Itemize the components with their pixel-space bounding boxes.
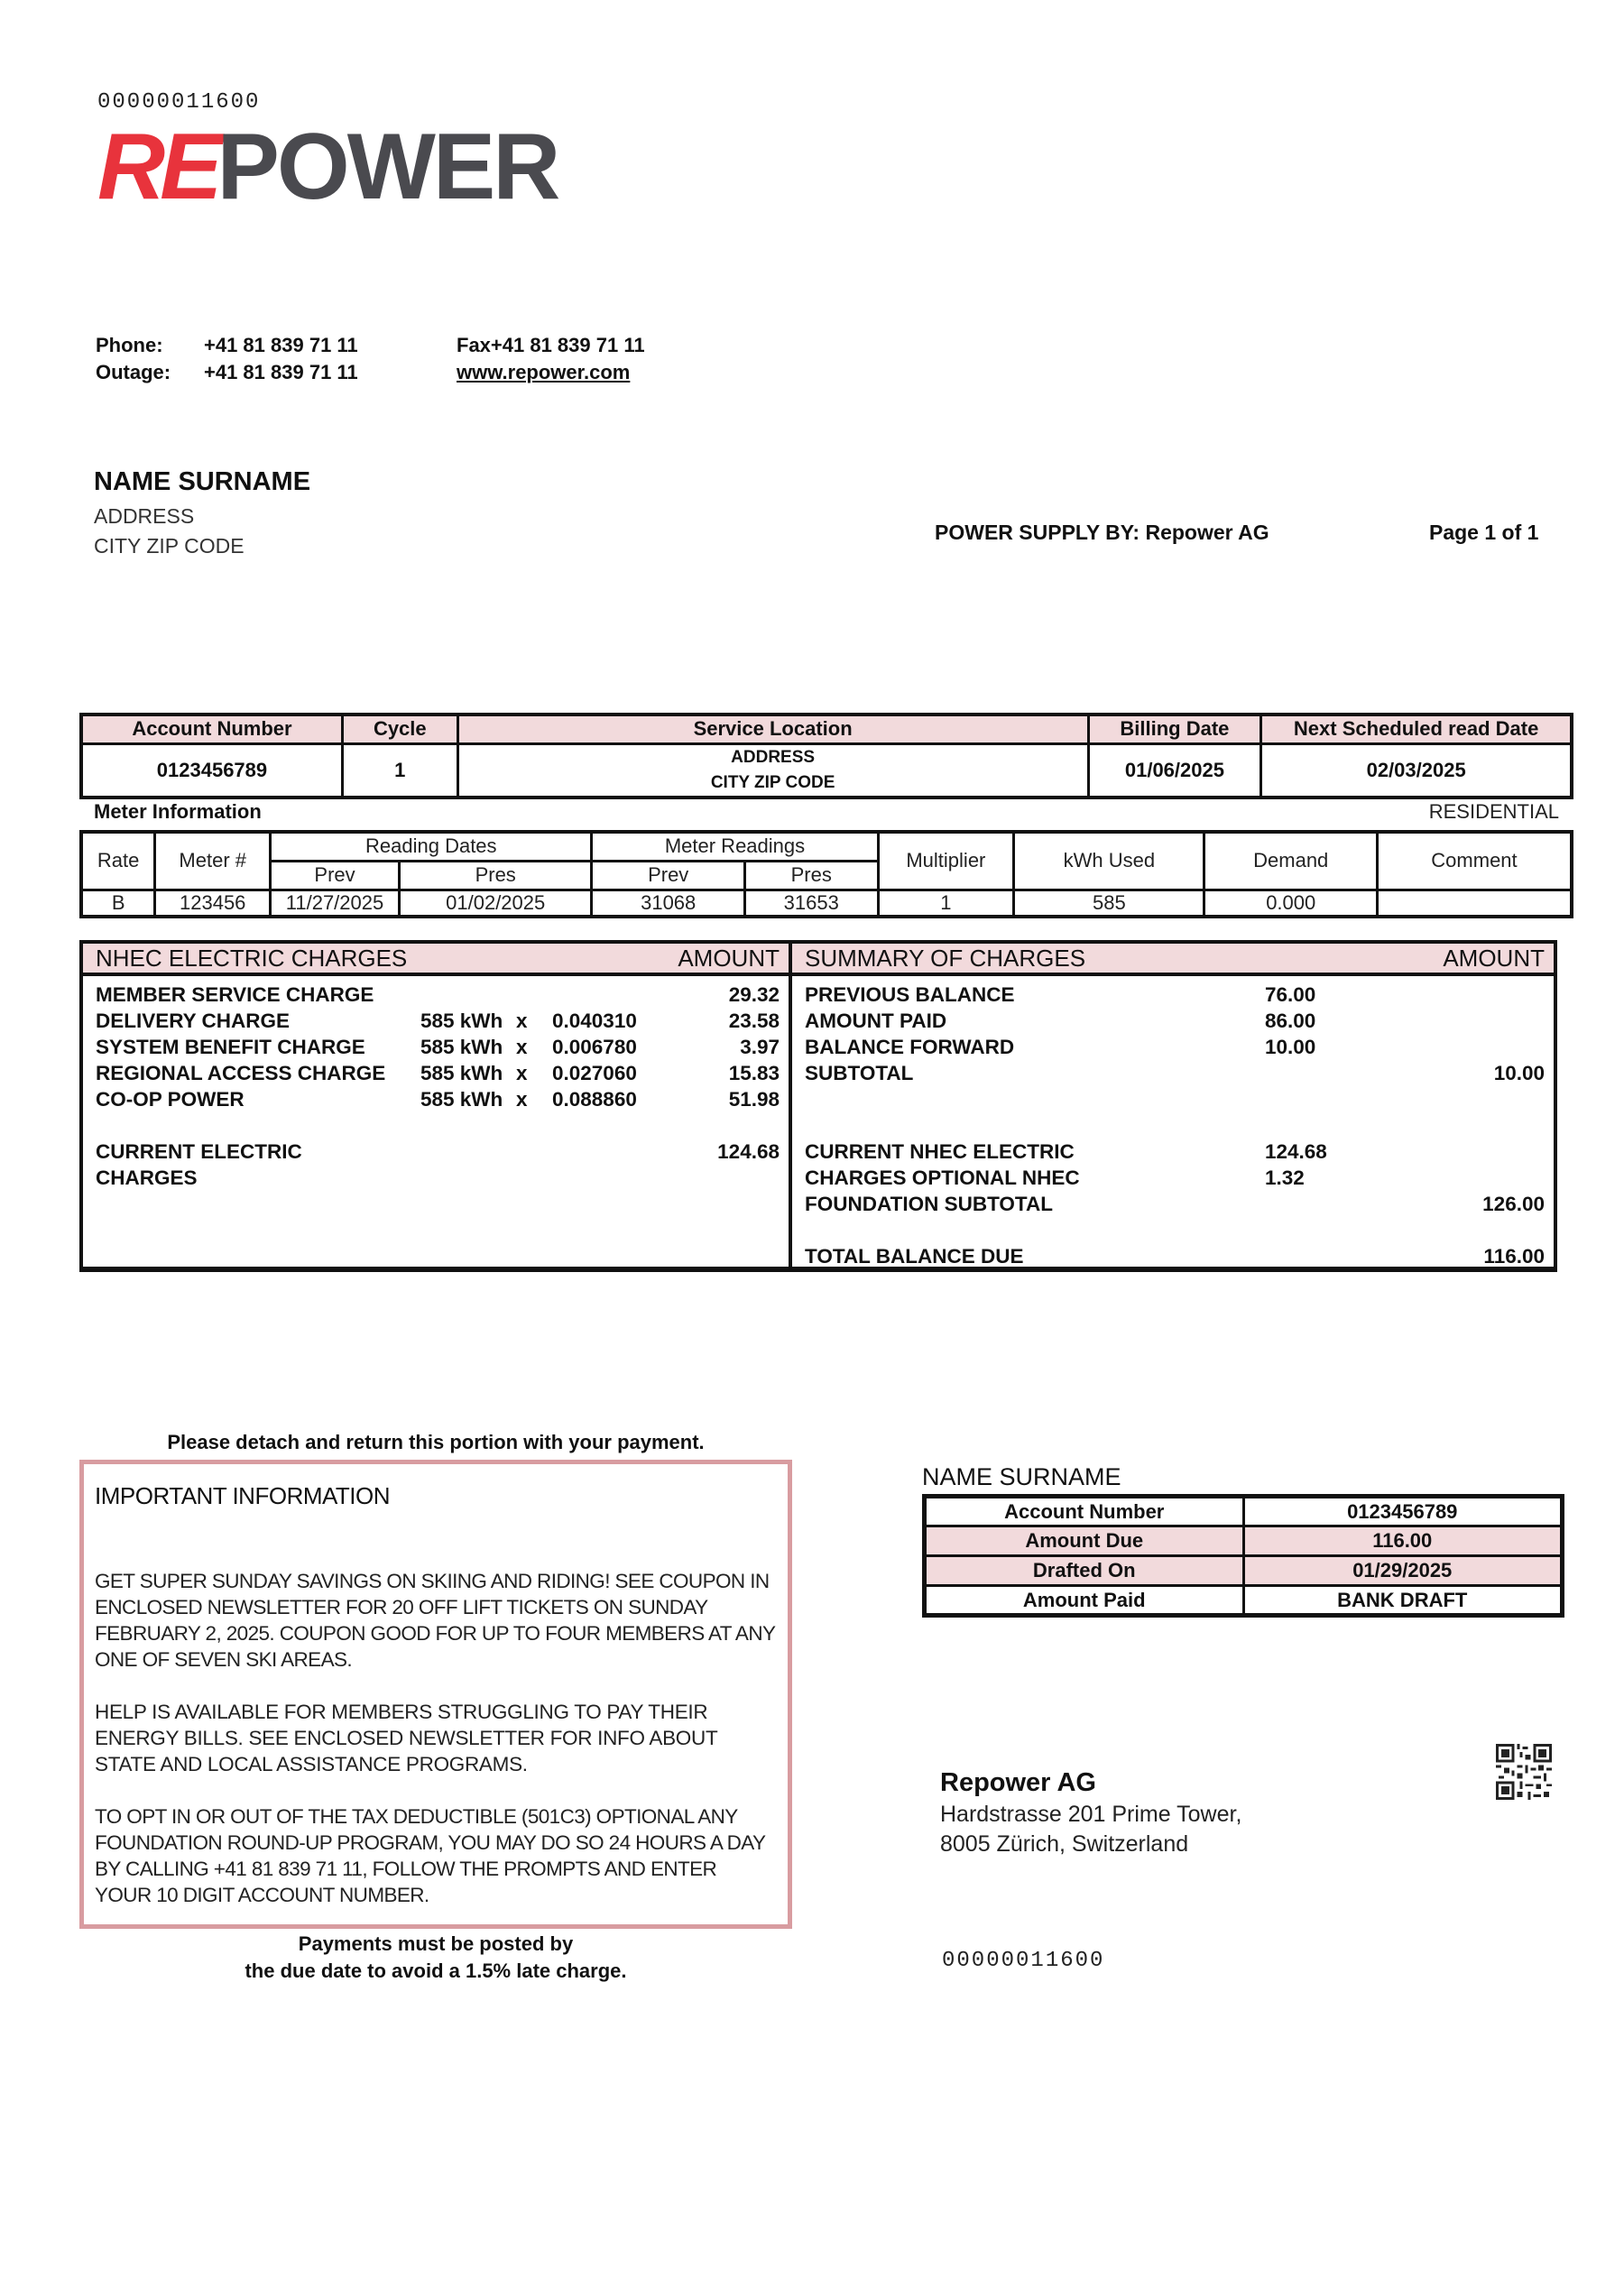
summary-mid: 1.32 xyxy=(1265,1166,1305,1189)
charge-rate: 0.088860 xyxy=(552,1088,637,1111)
electric-charges-title: NHEC ELECTRIC CHARGES xyxy=(96,944,408,972)
info-paragraph-assistance: HELP IS AVAILABLE FOR MEMBERS STRUGGLING TO PAY THEIR ENERGY BILLS. SEE ENCLOSED NEWSLETTER FOR INFO ABOUT STATE AND LOCAL ASSISTANCE PROGRAMS. xyxy=(95,1701,717,1775)
charge-amount: 23.58 xyxy=(728,1010,780,1032)
meter-header-date-pres: Pres xyxy=(399,861,592,890)
billing-date-value: 01/06/2025 xyxy=(1088,743,1261,798)
summary-amount: 10.00 xyxy=(1493,1062,1545,1084)
summary-amount xyxy=(1445,1166,1545,1193)
summary-header xyxy=(792,944,1554,976)
summary-row xyxy=(805,1140,1545,1166)
charge-row xyxy=(96,1062,780,1088)
meter-header-meter-no: Meter # xyxy=(155,832,271,890)
summary-label: BALANCE FORWARD xyxy=(805,1036,1015,1058)
charge-row xyxy=(96,1010,780,1036)
page-indicator: Page 1 of 1 xyxy=(1429,521,1539,544)
electric-charges-panel xyxy=(83,944,792,1267)
summary-amount xyxy=(1445,983,1545,1010)
remit-label: Amount Paid xyxy=(925,1586,1244,1616)
remit-customer-name: NAME SURNAME xyxy=(922,1463,1121,1490)
total-balance-amount: 116.00 xyxy=(1483,1245,1545,1268)
account-number-value: 0123456789 xyxy=(81,743,342,798)
late-charge-line-2: the due date to avoid a 1.5% late charge. xyxy=(245,1959,627,1982)
summary-amount: 126.00 xyxy=(1482,1193,1545,1215)
service-address: ADDRESS xyxy=(731,747,816,767)
header-next-read-date: Next Scheduled read Date xyxy=(1261,715,1572,743)
summary-amount xyxy=(1445,1140,1545,1166)
header-billing-date: Billing Date xyxy=(1088,715,1261,743)
charge-x xyxy=(516,983,552,1010)
meter-header-date-prev: Prev xyxy=(271,861,400,890)
meter-type: RESIDENTIAL xyxy=(1428,800,1559,823)
cycle-value: 1 xyxy=(342,743,457,798)
remit-label: Account Number xyxy=(925,1497,1244,1526)
next-read-date-value: 02/03/2025 xyxy=(1261,743,1572,798)
phone-label: Phone: xyxy=(96,334,163,356)
summary-label: SUBTOTAL xyxy=(805,1062,914,1084)
remit-value: BANK DRAFT xyxy=(1243,1586,1563,1616)
total-balance-row xyxy=(805,1245,1545,1271)
charge-rate: 0.006780 xyxy=(552,1036,637,1058)
summary-row xyxy=(805,1193,1545,1219)
electric-amount-header: AMOUNT xyxy=(678,944,780,972)
charge-x: x xyxy=(516,1010,528,1032)
charge-rate xyxy=(552,983,660,1010)
meter-rate: B xyxy=(81,890,155,917)
charge-qty: 585 kWh xyxy=(420,1062,503,1084)
summary-mid: 124.68 xyxy=(1265,1140,1327,1163)
meter-table xyxy=(79,830,1573,918)
remit-value: 01/29/2025 xyxy=(1243,1556,1563,1586)
remit-label: Amount Due xyxy=(925,1526,1244,1556)
summary-mid: 86.00 xyxy=(1265,1010,1316,1032)
charge-qty: 585 kWh xyxy=(420,1088,503,1111)
charge-x: x xyxy=(516,1036,528,1058)
current-electric-row-2 xyxy=(96,1166,780,1193)
charge-label: SYSTEM BENEFIT CHARGE xyxy=(96,1036,365,1058)
remit-value: 116.00 xyxy=(1243,1526,1563,1556)
scan-code-bottom: 00000011600 xyxy=(942,1949,1105,1973)
charge-label: DELIVERY CHARGE xyxy=(96,1010,291,1032)
charge-x: x xyxy=(516,1088,528,1111)
summary-row xyxy=(805,1036,1545,1062)
summary-row xyxy=(805,1062,1545,1088)
charge-rate: 0.027060 xyxy=(552,1062,637,1084)
current-electric-amount: 124.68 xyxy=(717,1140,780,1163)
late-charge-note xyxy=(79,1931,792,1985)
service-location-value xyxy=(457,743,1088,798)
charge-amount: 3.97 xyxy=(740,1036,780,1058)
charge-row xyxy=(96,1088,780,1114)
current-electric-row xyxy=(96,1140,780,1166)
outage-label: Outage: xyxy=(96,361,171,383)
meter-header-meter-readings: Meter Readings xyxy=(592,832,878,861)
meter-header-reading-pres: Pres xyxy=(744,861,878,890)
summary-panel xyxy=(792,944,1554,1267)
website-link[interactable]: www.repower.com xyxy=(457,361,631,383)
charge-row xyxy=(96,983,780,1010)
charge-qty: 585 kWh xyxy=(420,1010,503,1032)
charge-amount: 51.98 xyxy=(728,1088,780,1111)
charge-qty xyxy=(420,983,516,1010)
charge-amount: 29.32 xyxy=(728,983,780,1006)
meter-kwh-used: 585 xyxy=(1014,890,1204,917)
charges-box xyxy=(79,940,1557,1272)
header-cycle: Cycle xyxy=(342,715,457,743)
summary-title: SUMMARY OF CHARGES xyxy=(805,944,1086,972)
logo-prefix: RE xyxy=(97,115,217,219)
summary-label: FOUNDATION SUBTOTAL xyxy=(805,1193,1053,1215)
repower-logo xyxy=(97,115,558,219)
summary-label: CHARGES OPTIONAL NHEC xyxy=(805,1166,1080,1189)
charge-row xyxy=(96,1036,780,1062)
summary-mid: 76.00 xyxy=(1265,983,1316,1006)
contact-block xyxy=(96,332,358,386)
outage-number: +41 81 839 71 11 xyxy=(204,361,358,383)
remit-row xyxy=(925,1526,1563,1556)
meter-comment xyxy=(1377,890,1572,917)
charge-label: REGIONAL ACCESS CHARGE xyxy=(96,1062,386,1084)
meter-demand: 0.000 xyxy=(1204,890,1377,917)
info-paragraph-ski: GET SUPER SUNDAY SAVINGS ON SKIING AND RIDING! SEE COUPON IN ENCLOSED NEWSLETTER FOR 20 OFF LIFT TICKETS ON SUNDAY FEBRUARY 2, 2025. COUPON GOOD FOR UP TO FOUR MEMBERS AT ANY ONE OF SEVEN SKI AREAS. xyxy=(95,1570,775,1671)
remittance-table xyxy=(922,1494,1564,1618)
charge-x: x xyxy=(516,1062,528,1084)
meter-number: 123456 xyxy=(155,890,271,917)
header-account-number: Account Number xyxy=(81,715,342,743)
info-paragraph-foundation: TO OPT IN OR OUT OF THE TAX DEDUCTIBLE (501C3) OPTIONAL ANY FOUNDATION ROUND-UP PROGRAM, YOU MAY DO SO 24 HOURS A DAY BY CALLING +41 81 839 71 11, FOLLOW THE PROMPTS AND ENTER YOUR 10 DIGIT ACCOUNT NUMBER. xyxy=(95,1805,766,1906)
summary-mid xyxy=(1265,1245,1445,1271)
summary-amount-header: AMOUNT xyxy=(1443,944,1545,972)
charge-amount: 15.83 xyxy=(728,1062,780,1084)
meter-header-rate: Rate xyxy=(81,832,155,890)
contact-block-right xyxy=(457,332,645,386)
service-city: CITY ZIP CODE xyxy=(710,772,835,792)
summary-label: AMOUNT PAID xyxy=(805,1010,947,1032)
fax-number: Fax+41 81 839 71 11 xyxy=(457,334,645,356)
customer-city: CITY ZIP CODE xyxy=(94,534,245,558)
scan-code-top: 00000011600 xyxy=(97,90,261,115)
meter-date-prev: 11/27/2025 xyxy=(271,890,400,917)
meter-header-reading-dates: Reading Dates xyxy=(271,832,592,861)
current-electric-label: CURRENT ELECTRIC xyxy=(96,1140,302,1163)
meter-header-reading-prev: Prev xyxy=(592,861,744,890)
important-info-title: IMPORTANT INFORMATION xyxy=(95,1482,391,1509)
summary-mid xyxy=(1265,1193,1445,1219)
customer-name: NAME SURNAME xyxy=(94,467,311,496)
electric-charges-header xyxy=(83,944,789,976)
payee-city: 8005 Zürich, Switzerland xyxy=(940,1831,1189,1857)
meter-multiplier: 1 xyxy=(878,890,1014,917)
logo-suffix: POWER xyxy=(217,115,558,219)
meter-header-multiplier: Multiplier xyxy=(878,832,1014,890)
meter-header-kwh-used: kWh Used xyxy=(1014,832,1204,890)
remit-row xyxy=(925,1556,1563,1586)
phone-number: +41 81 839 71 11 xyxy=(204,334,358,356)
remit-label: Drafted On xyxy=(925,1556,1244,1586)
power-supply-by: POWER SUPPLY BY: Repower AG xyxy=(935,521,1269,544)
meter-reading-pres: 31653 xyxy=(744,890,878,917)
payee-address-block xyxy=(940,1768,1241,1859)
account-table xyxy=(79,713,1573,799)
summary-row xyxy=(805,1166,1545,1193)
charge-qty: 585 kWh xyxy=(420,1036,503,1058)
remit-row xyxy=(925,1586,1563,1616)
summary-row xyxy=(805,983,1545,1010)
summary-amount xyxy=(1445,1036,1545,1062)
payee-street: Hardstrasse 201 Prime Tower, xyxy=(940,1802,1242,1827)
meter-row xyxy=(81,890,1572,917)
detach-note: Please detach and return this portion with your payment. xyxy=(167,1431,705,1453)
summary-label: PREVIOUS BALANCE xyxy=(805,983,1015,1006)
qr-code-icon xyxy=(1496,1744,1552,1800)
important-info-box xyxy=(79,1460,792,1929)
late-charge-line-1: Payments must be posted by xyxy=(298,1932,574,1955)
charge-rate: 0.040310 xyxy=(552,1010,637,1032)
remit-row xyxy=(925,1497,1563,1526)
summary-mid xyxy=(1265,1062,1445,1088)
meter-info-title: Meter Information xyxy=(94,800,262,823)
total-balance-label: TOTAL BALANCE DUE xyxy=(805,1245,1024,1268)
meter-header-comment: Comment xyxy=(1377,832,1572,890)
customer-address: ADDRESS xyxy=(94,504,195,528)
summary-label: CURRENT NHEC ELECTRIC xyxy=(805,1140,1075,1163)
current-electric-label-2: CHARGES xyxy=(96,1166,198,1189)
header-service-location: Service Location xyxy=(457,715,1088,743)
meter-date-pres: 01/02/2025 xyxy=(399,890,592,917)
charge-label: CO-OP POWER xyxy=(96,1088,245,1111)
charge-label: MEMBER SERVICE CHARGE xyxy=(96,983,374,1006)
summary-row xyxy=(805,1010,1545,1036)
meter-reading-prev: 31068 xyxy=(592,890,744,917)
customer-address-block xyxy=(94,467,310,558)
meter-header-demand: Demand xyxy=(1204,832,1377,890)
summary-amount xyxy=(1445,1010,1545,1036)
remit-value: 0123456789 xyxy=(1243,1497,1563,1526)
payee-name: Repower AG xyxy=(940,1768,1096,1797)
summary-mid: 10.00 xyxy=(1265,1036,1316,1058)
